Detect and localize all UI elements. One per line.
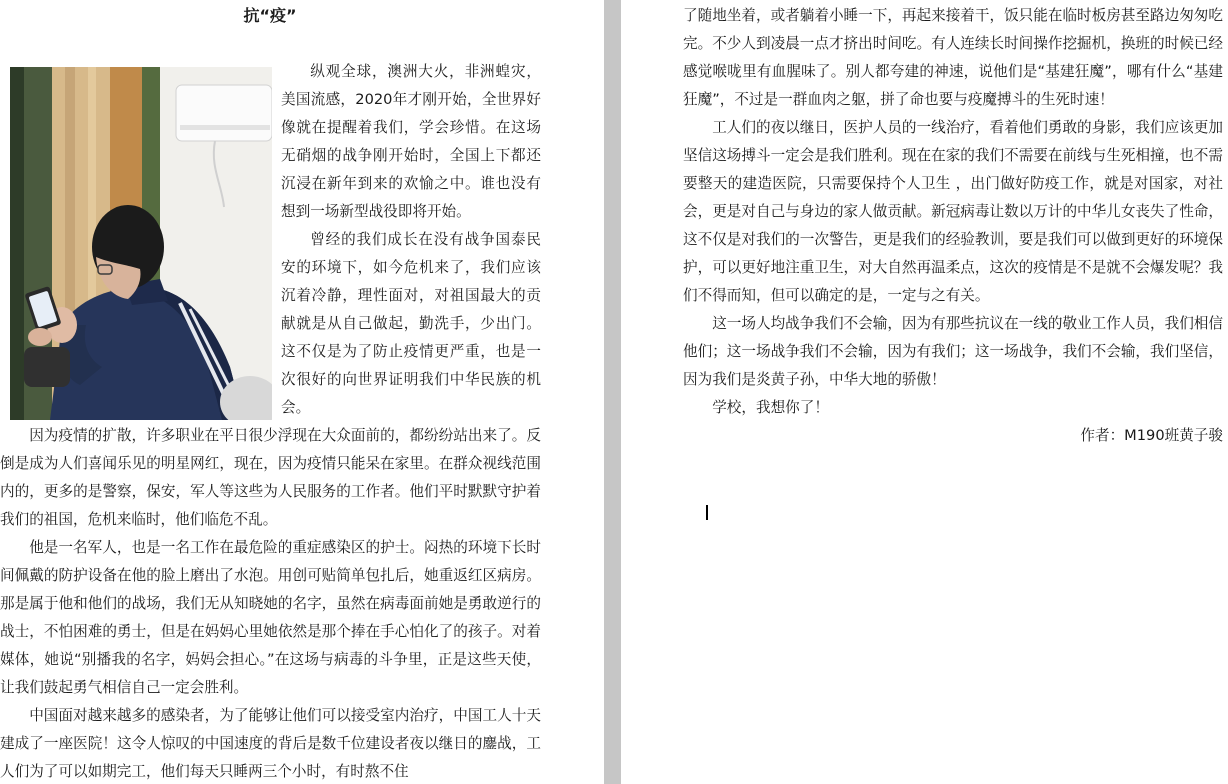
paragraph: 他是一名军人，也是一名工作在最危险的重症感染区的护士。闷热的环境下长时间佩戴的防护设备在他的脸上磨出了水泡。用创可贴简单包扎后，她重返红区病房。那是属于他和他们的战场，我们无从知晓她的名字，虽然在病毒面前她是勇敢逆行的战士，不怕困难的勇士，但是在妈妈心里她依然是那个捧在手心怕化了的孩子。对着媒体，她说“别播我的名字，妈妈会担心。”在这场与病毒的斗争里，正是这些天使，让我们鼓起勇气相信自己一定会胜利。	[0, 539, 541, 696]
author-signature: 作者：M190班黄子骏	[1080, 427, 1223, 444]
student-with-phone-photo	[10, 67, 272, 420]
document-page-left	[0, 0, 604, 784]
text-cursor[interactable]	[706, 505, 708, 520]
paragraph: 曾经的我们成长在没有战争国泰民安的环境下，如今危机来了，我们应该沉着冷静，理性面对，对祖国最大的贡献就是从自己做起，勤洗手，少出门。这不仅是为了防止疫情更严重，也是一次很好的向世界证明我们中华民族的机会。	[281, 231, 541, 416]
right-body	[683, 2, 1223, 450]
paragraph: 工人们的夜以继日，医护人员的一线治疗，看着他们勇敢的身影，我们应该更加坚信这场搏斗一定会是我们胜利。现在在家的我们不需要在前线与生死相撞，也不需要整天的建造医院，只需要保持个人卫生 ，出门做好防疫工作，就是对国家，对社会，更是对自己与身边的家人做贡献。新冠病毒让数以万计的中华儿女丧失了性命，这不仅是对我们的一次警告，更是我们的经验教训，要是我们可以做到更好的环境保护，可以更好地注重卫生，对大自然再温柔点，这次的疫情是不是就不会爆发呢？我们不得而知，但可以确定的是，一定与之有关。	[683, 119, 1223, 304]
paragraph: 纵观全球，澳洲大火，非洲蝗灾，美国流感，2020年才刚开始，全世界好像就在提醒着我们，学会珍惜。在这场无硝烟的战争刚开始时，全国上下都还沉浸在新年到来的欢愉之中。谁也没有想到一场新型战役即将开始。	[281, 63, 541, 220]
document-page-right	[621, 0, 1228, 784]
paragraph: 因为疫情的扩散，许多职业在平日很少浮现在大众面前的，都纷纷站出来了。反倒是成为人们喜闻乐见的明星网红，现在，因为疫情只能呆在家里。在群众视线范围内的，更多的是警察，保安，军人等这些为人民服务的工作者。他们平时默默守护着我们的祖国，危机来临时，他们临危不乱。	[0, 427, 541, 528]
paragraph: 中国面对越来越多的感染者，为了能够让他们可以接受室内治疗，中国工人十天建成了一座医院！这令人惊叹的中国速度的背后是数千位建设者夜以继日的鏖战，工人们为了可以如期完工，他们每天只睡两三个小时，有时熬不住	[0, 707, 541, 780]
paragraph-continuation: 了随地坐着，或者躺着小睡一下，再起来接着干，饭只能在临时板房甚至路边匆匆吃完。不少人到凌晨一点才挤出时间吃。有人连续长时间操作挖掘机，换班的时候已经感觉喉咙里有血腥味了。别人都夸建的神速，说他们是“基建狂魔”，哪有什么“基建狂魔”，不过是一群血肉之躯，拼了命也要与疫魔搏斗的生死时速！	[683, 7, 1223, 108]
paragraph: 这一场人均战争我们不会输，因为有那些抗议在一线的敬业工作人员，我们相信他们；这一场战争我们不会输，因为有我们；这一场战争，我们不会输，我们坚信，因为我们是炎黄子孙，中华大地的骄傲！	[683, 315, 1223, 388]
document-title: 抗“疫”	[243, 6, 297, 25]
paragraph: 学校，我想你了！	[712, 399, 829, 416]
left-body	[0, 422, 541, 784]
